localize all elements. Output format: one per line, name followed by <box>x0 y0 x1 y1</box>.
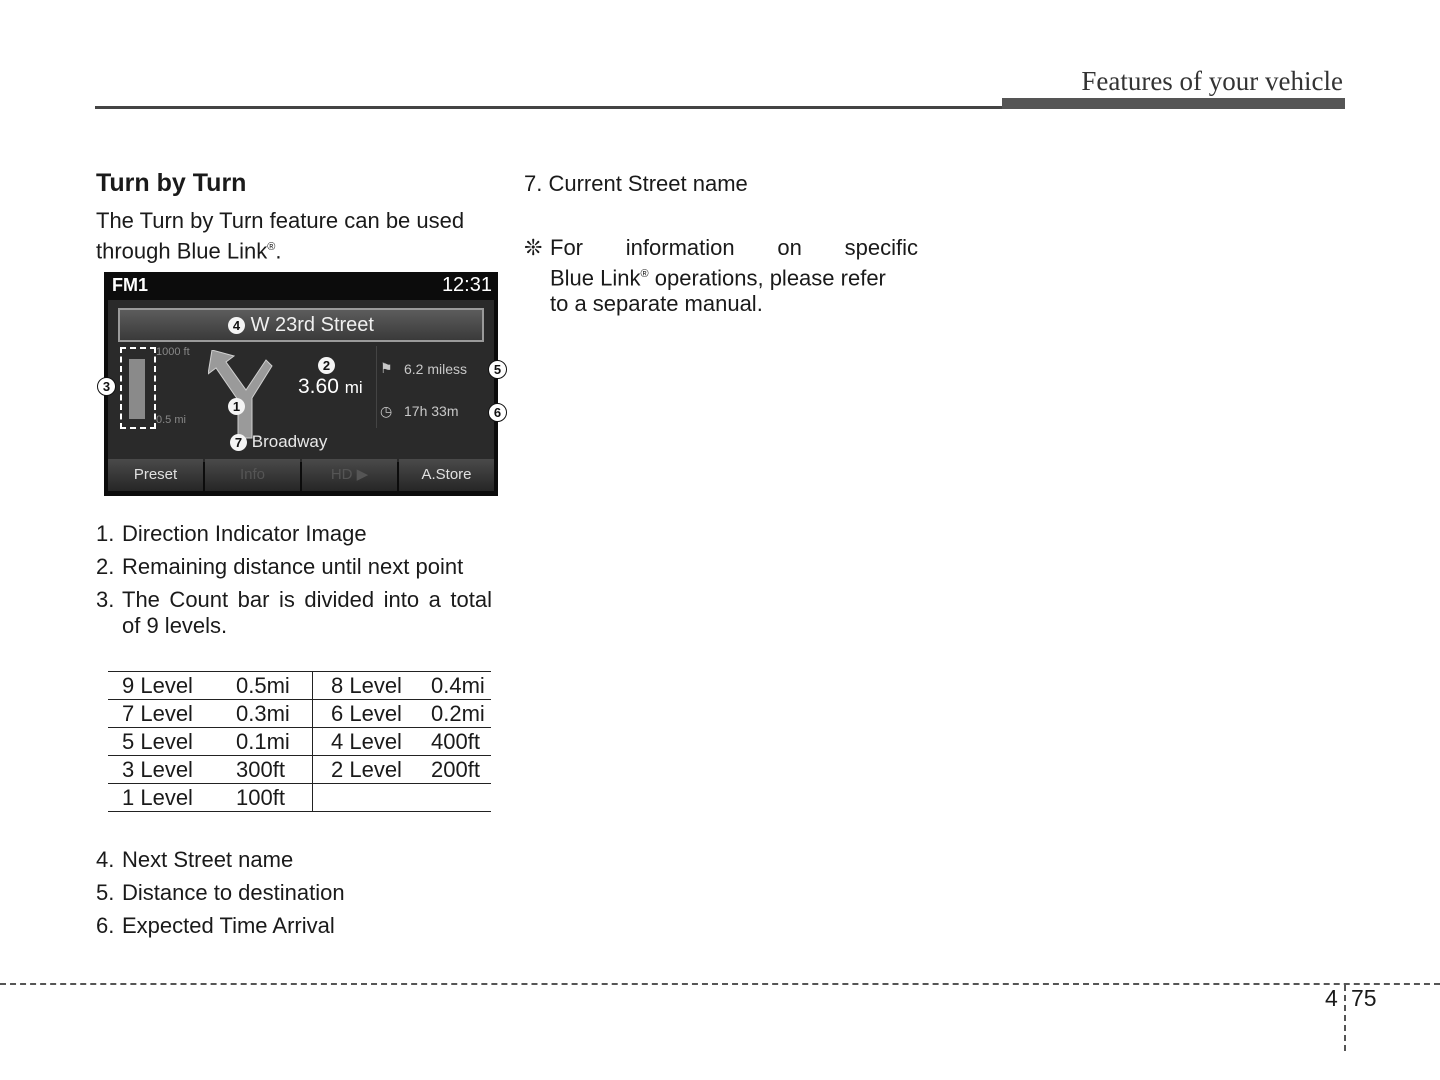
table-row <box>108 672 491 700</box>
callout-badge-4: 4 <box>228 317 245 334</box>
table-cell: 1 Level <box>108 784 236 812</box>
note-line-2-text: operations, please refer <box>648 265 886 291</box>
table-cell <box>431 784 491 812</box>
note-line-1 <box>550 235 918 261</box>
list-item <box>96 554 492 580</box>
table-cell: 6 Level <box>313 700 432 728</box>
table-cell: 0.5mi <box>236 672 313 700</box>
list-item <box>96 880 492 906</box>
table-row <box>108 784 491 812</box>
note-line-3: to a separate manual. <box>550 291 763 317</box>
intro-paragraph <box>96 208 496 264</box>
distance-unit: mi <box>344 378 363 397</box>
note-brand: Blue Link <box>550 265 641 291</box>
note-line-2 <box>550 261 918 291</box>
registered-mark: ® <box>267 241 276 253</box>
note-word: specific <box>844 235 918 260</box>
list-item-number: 6. <box>96 913 115 938</box>
checkered-flag-icon: ⚑ <box>380 360 393 376</box>
table-cell: 400ft <box>431 728 491 756</box>
list-item-number: 5. <box>96 880 115 905</box>
turn-arrow-icon <box>208 350 288 440</box>
table-cell: 8 Level <box>313 672 432 700</box>
list-item <box>96 913 492 939</box>
legend-list-b <box>96 847 492 946</box>
turn-by-turn-screen <box>104 272 498 496</box>
list-item-text: Direction Indicator Image <box>122 521 367 546</box>
note-word: For <box>550 235 583 260</box>
count-level-table <box>108 671 491 812</box>
list-item-text: Next Street name <box>122 847 294 872</box>
table-cell: 3 Level <box>108 756 236 784</box>
count-bottom-label: 0.5 mi <box>156 414 186 426</box>
navigation-panel <box>108 300 494 462</box>
list-item <box>96 521 492 547</box>
screen-clock: 12:31 <box>441 274 492 296</box>
next-street-bar <box>118 308 484 342</box>
table-row <box>108 728 491 756</box>
section-title: Turn by Turn <box>96 169 247 197</box>
callout-badge-7: 7 <box>230 434 247 451</box>
table-cell: 0.2mi <box>431 700 491 728</box>
header-accent-bar <box>1002 98 1345 109</box>
table-cell: 0.4mi <box>431 672 491 700</box>
list-item-text: Expected Time Arrival <box>122 913 335 938</box>
count-bar-fill <box>129 359 145 419</box>
table-cell: 100ft <box>236 784 313 812</box>
count-bar <box>120 347 156 429</box>
note-text <box>550 235 918 317</box>
astore-button[interactable]: A.Store <box>399 459 494 491</box>
callout-5: 5 <box>488 360 507 379</box>
list-item-number: 3. <box>96 587 115 612</box>
table-cell: 4 Level <box>313 728 432 756</box>
table-cell: 200ft <box>431 756 491 784</box>
intro-text: The Turn by Turn feature can be used through Blue Link <box>96 208 465 264</box>
registered-mark: ® <box>640 268 649 280</box>
screen-status-bar <box>104 272 498 298</box>
list-item-text: Distance to destination <box>122 880 345 905</box>
table-cell: 300ft <box>236 756 313 784</box>
info-button[interactable]: Info <box>205 459 300 491</box>
destination-distance: 6.2 miless <box>404 361 468 377</box>
remaining-distance <box>298 375 363 399</box>
preset-button[interactable]: Preset <box>108 459 203 491</box>
table-cell: 2 Level <box>313 756 432 784</box>
callout-badge-1: 1 <box>228 398 245 415</box>
note-word: information <box>625 235 735 260</box>
table-cell: 0.1mi <box>236 728 313 756</box>
list-item-number: 4. <box>96 847 115 872</box>
count-top-label: 1000 ft <box>156 346 190 358</box>
page-number-divider <box>1344 985 1346 1051</box>
list-item-number: 1. <box>96 521 115 546</box>
table-cell: 0.3mi <box>236 700 313 728</box>
table-cell: 9 Level <box>108 672 236 700</box>
current-street-name: Broadway <box>251 432 328 451</box>
table-cell <box>313 784 432 812</box>
estimated-arrival: 17h 33m <box>404 403 459 419</box>
table-row <box>108 700 491 728</box>
list-item <box>96 587 492 639</box>
footer-rule <box>0 983 1440 985</box>
table-cell: 7 Level <box>108 700 236 728</box>
legend-list-a <box>96 521 492 646</box>
screen-source: FM1 <box>112 275 148 295</box>
current-street <box>230 432 327 452</box>
list-item-text: Remaining distance until next point <box>122 554 464 579</box>
distance-value: 3.60 <box>298 375 339 398</box>
intro-end: . <box>275 238 282 264</box>
table-row <box>108 756 491 784</box>
next-street-name: W 23rd Street <box>250 314 374 336</box>
list-item-text: The Count bar is divided into a total of 9 levels. <box>122 587 492 638</box>
callout-6: 6 <box>488 403 507 422</box>
chapter-number: 4 <box>1325 985 1338 1011</box>
screen-softkeys <box>108 459 494 491</box>
clock-icon: ◷ <box>380 403 393 419</box>
callout-badge-2: 2 <box>318 357 335 374</box>
table-cell: 5 Level <box>108 728 236 756</box>
legend-item-7: 7. Current Street name <box>524 171 748 196</box>
hd-button[interactable]: HD ▶ <box>302 459 397 491</box>
list-item-number: 2. <box>96 554 115 579</box>
note-word: on <box>777 235 802 260</box>
panel-divider <box>376 346 377 428</box>
callout-3: 3 <box>97 377 116 396</box>
note-asterisk-icon: ❊ <box>524 235 543 260</box>
header-title: Features of your vehicle <box>1081 66 1343 96</box>
page-number: 75 <box>1351 985 1377 1011</box>
list-item <box>96 847 492 873</box>
